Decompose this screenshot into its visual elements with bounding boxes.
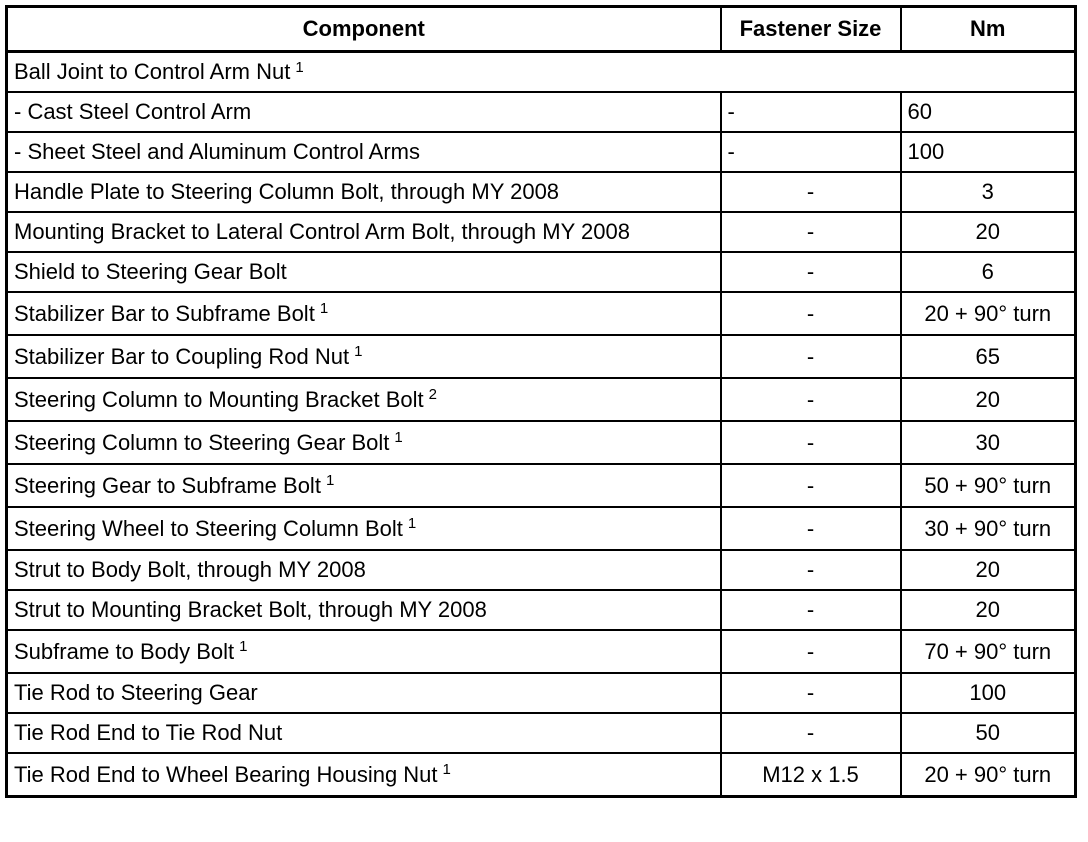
component-cell — [7, 421, 721, 464]
component-text: Steering Column to Mounting Bracket Bolt — [14, 386, 424, 412]
component-text: Tie Rod to Steering Gear — [14, 680, 258, 705]
fastener-size-cell: - — [721, 92, 901, 132]
table-body — [7, 52, 1076, 797]
torque-nm-cell: 30 + 90° turn — [901, 507, 1076, 550]
footnote-marker: 1 — [354, 343, 363, 360]
component-cell — [7, 550, 721, 590]
table-row — [7, 212, 1076, 252]
torque-nm-cell: 65 — [901, 335, 1076, 378]
table-row — [7, 335, 1076, 378]
component-text: Strut to Mounting Bracket Bolt, through MY 2008 — [14, 597, 487, 622]
torque-nm-cell: 6 — [901, 252, 1076, 292]
fastener-size-cell: - — [721, 590, 901, 630]
torque-nm-cell: 20 — [901, 378, 1076, 421]
component-cell — [7, 630, 721, 673]
fastener-size-cell: - — [721, 630, 901, 673]
component-cell — [7, 212, 721, 252]
fastener-size-cell: - — [721, 212, 901, 252]
footnote-marker: 1 — [442, 761, 451, 778]
component-cell — [7, 92, 721, 132]
component-cell — [7, 507, 721, 550]
component-text: Handle Plate to Steering Column Bolt, through MY 2008 — [14, 179, 560, 204]
fastener-size-cell: - — [721, 132, 901, 172]
table-row — [7, 172, 1076, 212]
torque-nm-cell: 20 + 90° turn — [901, 292, 1076, 335]
torque-spec-table — [5, 5, 1077, 798]
table-row — [7, 673, 1076, 713]
table-row — [7, 464, 1076, 507]
torque-nm-cell: 20 + 90° turn — [901, 753, 1076, 797]
table-row — [7, 252, 1076, 292]
table-row — [7, 132, 1076, 172]
component-cell — [7, 590, 721, 630]
component-text: Steering Gear to Subframe Bolt — [14, 472, 321, 498]
table-row — [7, 713, 1076, 753]
table-row — [7, 630, 1076, 673]
table-row — [7, 378, 1076, 421]
torque-nm-cell: 30 — [901, 421, 1076, 464]
component-text: Stabilizer Bar to Coupling Rod Nut — [14, 343, 350, 369]
table-row — [7, 590, 1076, 630]
torque-nm-cell: 100 — [901, 132, 1076, 172]
component-text: Steering Wheel to Steering Column Bolt — [14, 515, 403, 541]
component-text: Strut to Body Bolt, through MY 2008 — [14, 557, 366, 582]
fastener-size-cell: - — [721, 421, 901, 464]
fastener-size-cell: - — [721, 713, 901, 753]
fastener-size-cell: - — [721, 252, 901, 292]
torque-nm-cell: 3 — [901, 172, 1076, 212]
table-row — [7, 753, 1076, 797]
component-cell — [7, 52, 1076, 93]
component-cell — [7, 713, 721, 753]
header-row — [7, 7, 1076, 52]
component-cell — [7, 292, 721, 335]
component-cell — [7, 673, 721, 713]
fastener-size-cell: - — [721, 464, 901, 507]
torque-nm-cell: 50 + 90° turn — [901, 464, 1076, 507]
component-cell — [7, 172, 721, 212]
footnote-marker: 2 — [428, 386, 437, 403]
footnote-marker: 1 — [239, 638, 248, 655]
footnote-marker: 1 — [319, 300, 329, 317]
footnote-marker: 1 — [407, 515, 417, 532]
footnote-marker: 1 — [325, 472, 335, 489]
fastener-size-cell: M12 x 1.5 — [721, 753, 901, 797]
component-cell — [7, 252, 721, 292]
table-row — [7, 52, 1076, 93]
component-text: Stabilizer Bar to Subframe Bolt — [14, 300, 315, 326]
torque-nm-cell: 20 — [901, 550, 1076, 590]
fastener-size-cell: - — [721, 673, 901, 713]
component-text: - Sheet Steel and Aluminum Control Arms — [14, 139, 420, 164]
component-text: Ball Joint to Control Arm Nut — [14, 59, 291, 84]
fastener-size-cell: - — [721, 292, 901, 335]
component-text: Tie Rod End to Wheel Bearing Housing Nut — [14, 761, 438, 787]
header-fastener-size: Fastener Size — [721, 7, 901, 52]
fastener-size-cell: - — [721, 335, 901, 378]
torque-nm-cell: 20 — [901, 212, 1076, 252]
table-row — [7, 421, 1076, 464]
footnote-marker: 1 — [295, 58, 304, 76]
torque-nm-cell: 70 + 90° turn — [901, 630, 1076, 673]
component-text: - Cast Steel Control Arm — [14, 99, 252, 124]
table-row — [7, 92, 1076, 132]
header-component: Component — [7, 7, 721, 52]
header-nm: Nm — [901, 7, 1076, 52]
component-text: Shield to Steering Gear Bolt — [14, 259, 287, 284]
torque-nm-cell: 100 — [901, 673, 1076, 713]
fastener-size-cell: - — [721, 378, 901, 421]
torque-nm-cell: 50 — [901, 713, 1076, 753]
table-row — [7, 550, 1076, 590]
component-text: Steering Column to Steering Gear Bolt — [14, 429, 390, 455]
fastener-size-cell: - — [721, 550, 901, 590]
torque-nm-cell: 60 — [901, 92, 1076, 132]
component-text: Mounting Bracket to Lateral Control Arm Bolt, through MY 2008 — [14, 219, 630, 244]
table-row — [7, 507, 1076, 550]
torque-nm-cell: 20 — [901, 590, 1076, 630]
fastener-size-cell: - — [721, 172, 901, 212]
component-cell — [7, 335, 721, 378]
table-row — [7, 292, 1076, 335]
component-text: Tie Rod End to Tie Rod Nut — [14, 720, 283, 745]
component-cell — [7, 753, 721, 797]
component-cell — [7, 378, 721, 421]
footnote-marker: 1 — [394, 429, 403, 446]
component-cell — [7, 132, 721, 172]
component-cell — [7, 464, 721, 507]
fastener-size-cell: - — [721, 507, 901, 550]
component-text: Subframe to Body Bolt — [14, 638, 235, 664]
